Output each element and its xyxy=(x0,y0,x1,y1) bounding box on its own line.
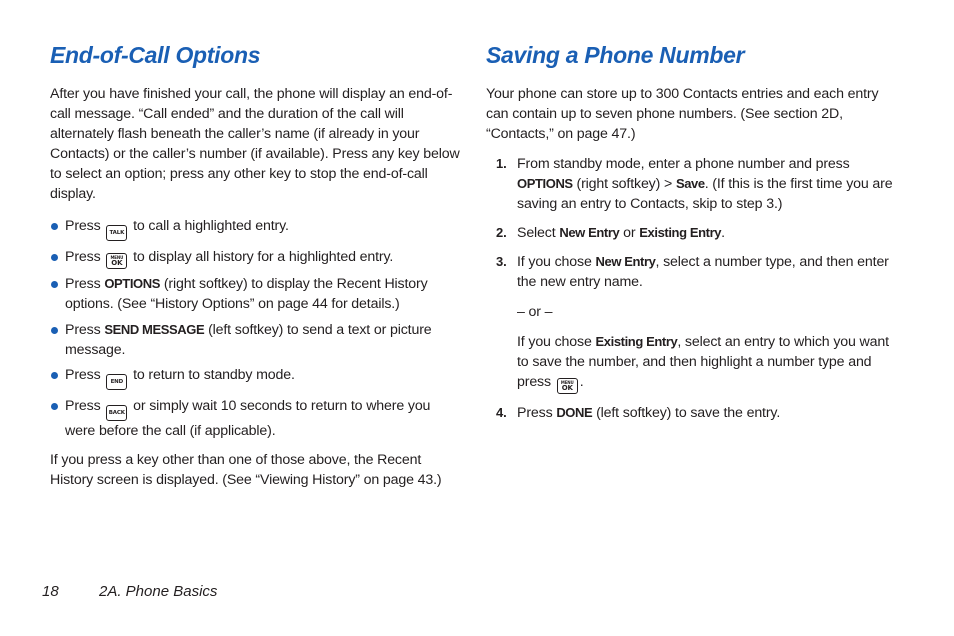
step-number: 3. xyxy=(496,254,507,269)
bullet-icon xyxy=(51,281,58,288)
menu-ok-key-icon: MENU OK xyxy=(106,253,127,269)
list-item: Press SEND MESSAGE (left softkey) to send a text or picture message. xyxy=(50,320,462,360)
section-title-end-of-call: End-of-Call Options xyxy=(50,42,261,68)
list-item: Press TALK to call a highlighted entry. xyxy=(50,216,462,241)
end-key-icon: END xyxy=(106,374,127,390)
bullet-icon xyxy=(51,327,58,334)
bullet-icon xyxy=(51,403,58,410)
bullet-icon xyxy=(51,254,58,261)
step-number: 4. xyxy=(496,405,507,420)
alt-instruction: If you chose Existing Entry, select an entry to which you want to save the number, and then highlight a number type and press MENU OK . xyxy=(517,334,889,392)
softkey-label: SEND MESSAGE xyxy=(104,321,205,337)
outro-paragraph: If you press a key other than one of those above, the Recent History screen is displayed. (See “Viewing History” on page 43.) xyxy=(50,451,442,488)
bullet-icon xyxy=(51,372,58,379)
intro-paragraph: Your phone can store up to 300 Contacts entries and each entry can contain up to seven phone numbers. (See section 2D, “Contacts,” on page 47.) xyxy=(486,86,879,142)
step-number: 2. xyxy=(496,225,507,240)
menu-ok-key-icon: MENU OK xyxy=(557,378,578,394)
softkey-label: OPTIONS xyxy=(104,276,161,292)
page-footer xyxy=(42,582,217,602)
step-item: 2. Select New Entry or Existing Entry. xyxy=(496,225,725,241)
page-number: 18 xyxy=(42,583,59,600)
left-column xyxy=(50,40,462,490)
list-item: Press END to return to standby mode. xyxy=(50,365,462,390)
options-list xyxy=(50,216,462,441)
step-item: 1. From standby mode, enter a phone number and press OPTIONS (right softkey) > Save. (If this is the first time you are saving an entry to Contacts, skip to step 3.) xyxy=(496,156,893,212)
step-number: 1. xyxy=(496,156,507,171)
right-column xyxy=(486,40,898,432)
steps-list xyxy=(486,154,898,423)
list-item: Press MENU OK to display all history for a highlighted entry. xyxy=(50,247,462,269)
list-item: Press BACK or simply wait 10 seconds to return to where you were before the call (if applicable). xyxy=(50,396,462,441)
talk-key-icon: TALK xyxy=(106,225,127,241)
section-title-saving-number: Saving a Phone Number xyxy=(486,42,745,68)
section-name: 2A. Phone Basics xyxy=(99,583,218,600)
back-key-icon: BACK xyxy=(106,405,127,421)
or-separator: – or – xyxy=(517,304,553,320)
list-item: Press OPTIONS (right softkey) to display the Recent History options. (See “History Options” on page 44 for details.) xyxy=(50,274,462,314)
step-item: 4. Press DONE (left softkey) to save the entry. xyxy=(496,405,781,421)
step-item: 3. If you chose New Entry, select a number type, and then enter the new entry name. – or – If you chose Existing Entry, select an entry to which you want to save the number, and then highlight a number type and press MENU OK . xyxy=(486,252,898,394)
intro-paragraph: After you have finished your call, the phone will display an end-of-call message. “Call ended” and the duration of the call will alternately flash beneath the caller’s name (if already in your Contacts) or the caller’s number (if available). Press any key below to select an option; press any other key to stop the end-of-call display. xyxy=(50,86,460,202)
bullet-icon xyxy=(51,223,58,230)
